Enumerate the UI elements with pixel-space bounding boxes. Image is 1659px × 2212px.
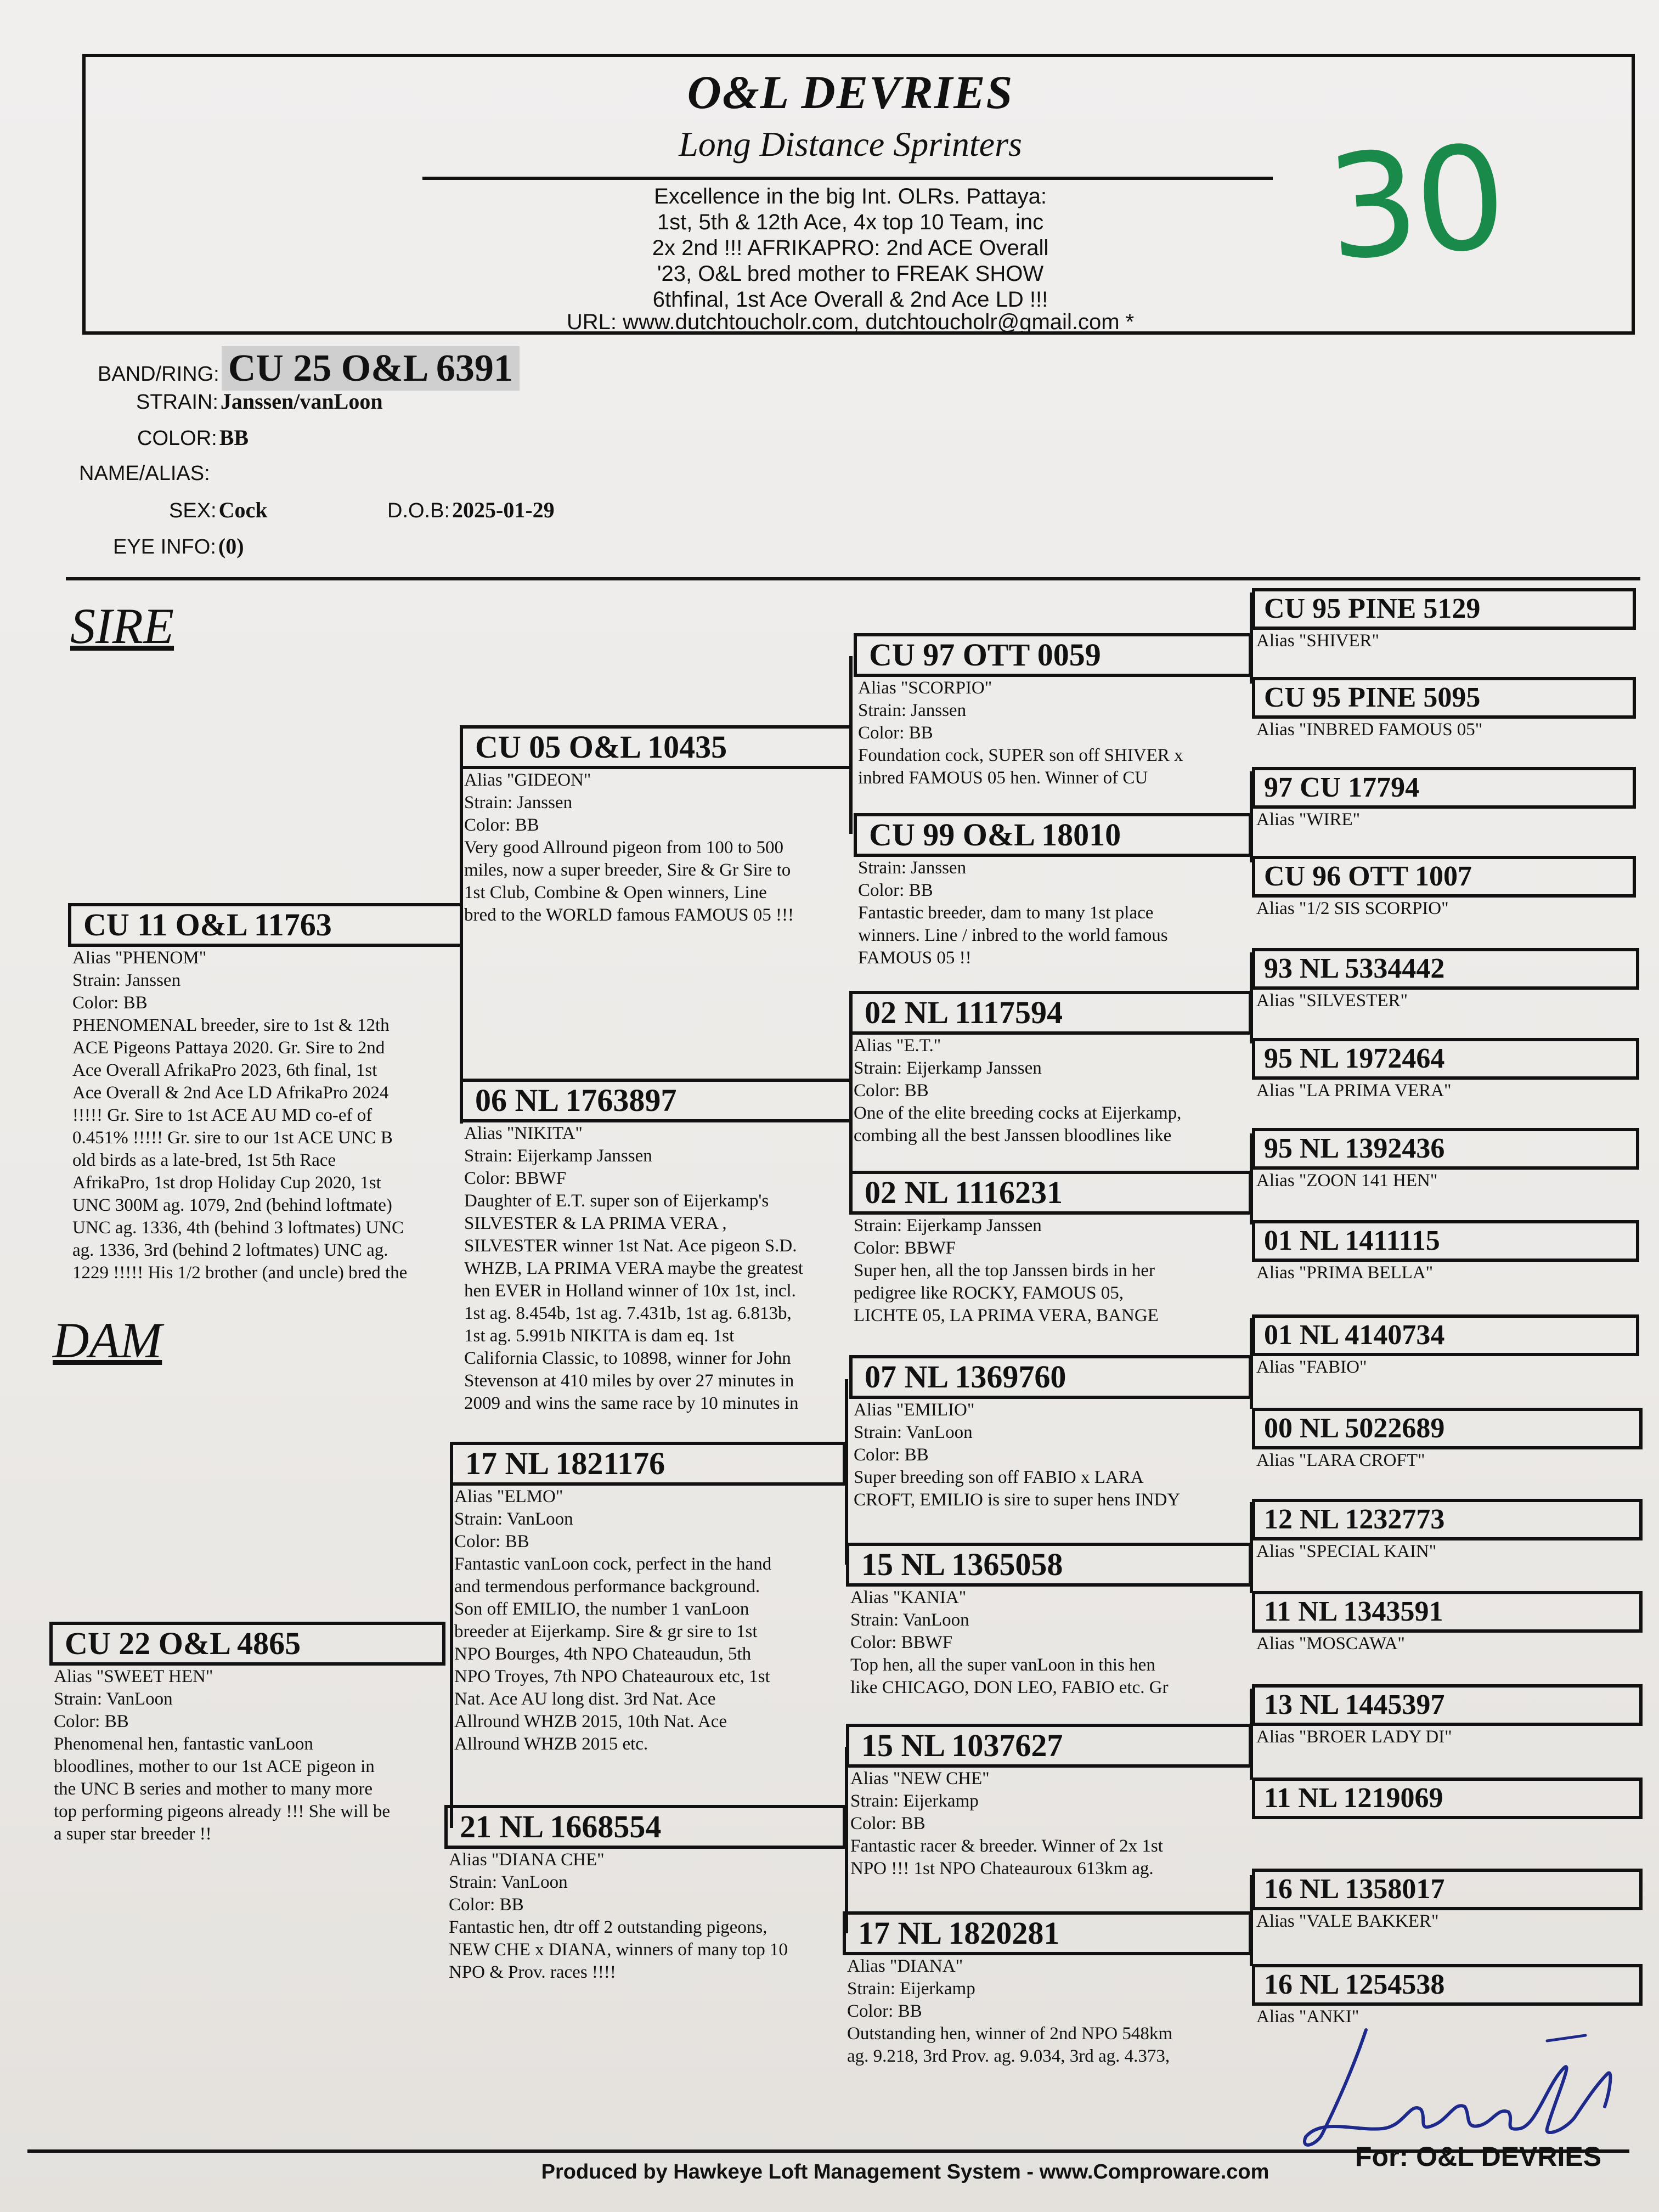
gen4-ring: 95 NL 1972464 (1252, 1038, 1639, 1080)
dam-sire-info: Alias "ELMO" Strain: VanLoon Color: BB Fantastic vanLoon cock, perfect in the hand and termendous performance background. Son off EMILIO, the number 1 vanLoon breeder at Eijerkamp. Sire & gr sire to 1st NPO Bourges, 4th NPO Chateaudun, 5th NPO Troyes, 7th NPO Chateauroux etc, 1st Nat. Ace AU long dist. 3rd Nat. Ace Allround WHZB 2015, 10th Nat. Ace Allround WHZB 2015 etc. (454, 1487, 772, 1754)
produced-by: Produced by Hawkeye Loft Management System - www.Comproware.com (541, 2160, 1269, 2183)
gen4-ring: 11 NL 1343591 (1252, 1591, 1643, 1633)
gen4-info: Alias "FABIO" (1256, 1357, 1367, 1377)
band-label: BAND/RING: (98, 363, 219, 386)
strain-label: STRAIN: (136, 391, 218, 414)
gen4-card-6 (1252, 1038, 1639, 1102)
sex-value: Cock (218, 498, 268, 522)
gen3-ring: CU 97 OTT 0059 (854, 633, 1252, 677)
sire-ring: CU 11 O&L 11763 (68, 903, 463, 947)
dam-ring: CU 22 O&L 4865 (49, 1622, 445, 1666)
dam-info: Alias "SWEET HEN" Strain: VanLoon Color: BB Phenomenal hen, fantastic vanLoon bloodlines, mother to our 1st ACE pigeon in the UNC B series and mother to many more top performing pigeons already !!! She will be a super star breeder !! (54, 1667, 391, 1844)
color-value: BB (219, 425, 249, 450)
band-row (98, 347, 520, 391)
dob-value: 2025-01-29 (452, 498, 555, 522)
achievement-line: 2x 2nd !!! AFRIKAPRO: 2nd ACE Overall (652, 236, 1049, 260)
gen4-info: Alias "LA PRIMA VERA" (1256, 1081, 1452, 1101)
gen4-ring: 12 NL 1232773 (1252, 1499, 1643, 1541)
gen3-ring: 07 NL 1369760 (849, 1355, 1252, 1399)
gen4-info: Alias "MOSCAWA" (1256, 1634, 1405, 1654)
signature (1289, 2019, 1640, 2162)
gen4-card-1 (1252, 588, 1636, 652)
eye-row (113, 533, 244, 559)
gen3-card-4 (849, 1171, 1252, 1327)
gen4-ring: 01 NL 4140734 (1252, 1314, 1639, 1356)
gen4-ring: CU 95 PINE 5129 (1252, 588, 1636, 630)
gen3-ring: 15 NL 1037627 (846, 1724, 1252, 1768)
achievement-line: 1st, 5th & 12th Ace, 4x top 10 Team, inc (657, 210, 1044, 234)
gen4-ring: 16 NL 1358017 (1252, 1869, 1643, 1910)
gen4-info: Alias "SHIVER" (1256, 631, 1380, 651)
gen4-ring: 13 NL 1445397 (1252, 1684, 1643, 1726)
eye-value: (0) (218, 534, 244, 558)
color-label: COLOR: (137, 427, 217, 450)
for-line: For: O&L DEVRIES (1355, 2141, 1602, 2172)
header-rule (422, 177, 1273, 180)
gen3-ring: 15 NL 1365058 (846, 1543, 1252, 1587)
name-label: NAME/ALIAS: (79, 462, 210, 485)
gen3-info: Alias "KANIA" Strain: VanLoon Color: BBWF Top hen, all the super vanLoon in this hen like CHICAGO, DON LEO, FABIO etc. Gr (850, 1588, 1169, 1697)
achievement-line: 6thfinal, 1st Ace Overall & 2nd Ace LD !!! (652, 287, 1048, 312)
gen4-card-11 (1252, 1499, 1643, 1563)
section-divider (66, 577, 1640, 580)
gen4-ring: CU 95 PINE 5095 (1252, 677, 1636, 719)
gen3-ring: CU 99 O&L 18010 (854, 813, 1252, 857)
sire-dam-info: Alias "NIKITA" Strain: Eijerkamp Janssen Color: BBWF Daughter of E.T. super son of Eijerkamp's SILVESTER & LA PRIMA VERA , SILVESTER winner 1st Nat. Ace pigeon S.D. WHZB, LA PRIMA VERA maybe the greatest hen EVER in Holland winner of 10x 1st, incl. 1st ag. 8.454b, 1st ag. 7.431b, 1st ag. 6.813b, 1st ag. 5.991b NIKITA is dam eq. 1st California Classic, to 10898, winner for John Stevenson at 410 miles by over 27 minutes in 2009 and wins the same race by 10 minutes in (464, 1124, 804, 1413)
gen4-ring: 00 NL 5022689 (1252, 1408, 1643, 1449)
gen3-info: Strain: Janssen Color: BB Fantastic breeder, dam to many 1st place winners. Line / inbred to the world famous FAMOUS 05 !! (858, 858, 1168, 968)
loft-title: O&L DEVRIES (687, 66, 1014, 119)
dob-row (387, 497, 555, 523)
sire-dam-ring: 06 NL 1763897 (460, 1079, 853, 1122)
gen4-card-12 (1252, 1591, 1643, 1655)
dam-card (49, 1622, 445, 1846)
gen3-card-5 (849, 1355, 1252, 1511)
gen4-card-5 (1252, 948, 1639, 1012)
sire-card (68, 903, 463, 1284)
gen3-card-3 (849, 991, 1252, 1147)
dam-dam-card (444, 1805, 846, 1984)
achievement-line: '23, O&L bred mother to FREAK SHOW (657, 262, 1044, 286)
gen4-info: Alias "PRIMA BELLA" (1256, 1263, 1434, 1283)
sire-sire-card (460, 725, 853, 927)
gen3-info: Alias "SCORPIO" Strain: Janssen Color: BB Foundation cock, SUPER son off SHIVER x inbred FAMOUS 05 hen. Winner of CU (858, 678, 1183, 788)
gen4-ring: CU 96 OTT 1007 (1252, 856, 1636, 898)
dam-dam-info: Alias "DIANA CHE" Strain: VanLoon Color: BB Fantastic hen, dtr off 2 outstanding pigeons, NEW CHE x DIANA, winners of many top 10 NPO & Prov. races !!!! (449, 1850, 788, 1982)
sex-row (169, 497, 268, 523)
strain-row (136, 388, 383, 414)
gen4-info: Alias "ANKI" (1256, 2007, 1359, 2027)
dam-heading: DAM (53, 1312, 162, 1368)
gen3-info: Alias "DIANA" Strain: Eijerkamp Color: BB Outstanding hen, winner of 2nd NPO 548km ag. 9.218, 3rd Prov. ag. 9.034, 3rd ag. 4.373, (847, 1956, 1173, 2066)
handwritten-number: 30 (1322, 115, 1508, 292)
footer-rule (27, 2149, 1629, 2153)
dam-sire-ring: 17 NL 1821176 (450, 1442, 846, 1486)
gen4-card-13 (1252, 1684, 1643, 1748)
dam-dam-ring: 21 NL 1668554 (444, 1805, 846, 1849)
gen4-ring: 16 NL 1254538 (1252, 1964, 1643, 2006)
gen4-info: Alias "INBRED FAMOUS 05" (1256, 720, 1483, 740)
gen4-card-9 (1252, 1314, 1639, 1379)
band-value: CU 25 O&L 6391 (222, 346, 520, 391)
dam-sire-card (450, 1442, 846, 1756)
gen3-card-6 (846, 1543, 1252, 1699)
gen4-info: Alias "WIRE" (1256, 810, 1361, 830)
contact-url: URL: www.dutchtoucholr.com, dutchtoucholr@gmail.com * (566, 310, 1135, 334)
gen3-ring: 02 NL 1116231 (849, 1171, 1252, 1215)
sire-dam-card (460, 1079, 853, 1415)
gen4-ring: 95 NL 1392436 (1252, 1128, 1639, 1170)
sire-sire-ring: CU 05 O&L 10435 (460, 725, 853, 769)
gen4-card-2 (1252, 677, 1636, 741)
gen4-info: Alias "SILVESTER" (1256, 991, 1408, 1011)
gen3-info: Alias "NEW CHE" Strain: Eijerkamp Color: BB Fantastic racer & breeder. Winner of 2x 1st NPO !!! 1st NPO Chateauroux 613km ag. (850, 1769, 1163, 1878)
gen4-card-4 (1252, 856, 1636, 920)
gen4-info: Alias "1/2 SIS SCORPIO" (1256, 899, 1449, 918)
gen4-card-15 (1252, 1869, 1643, 1933)
gen4-ring: 97 CU 17794 (1252, 767, 1636, 809)
gen4-card-10 (1252, 1408, 1643, 1472)
gen4-card-14 (1252, 1778, 1643, 1819)
gen3-card-7 (846, 1724, 1252, 1880)
sire-info: Alias "PHENOM" Strain: Janssen Color: BB PHENOMENAL breeder, sire to 1st & 12th ACE Pigeons Pattaya 2020. Gr. Sire to 2nd Ace Overall AfrikaPro 2023, 6th final, 1st Ace Overall & 2nd Ace LD AfrikaPro 2024 !!!!! Gr. Sire to 1st ACE AU MD co-ef of 0.451% !!!!! Gr. sire to our 1st ACE UNC B old birds as a late-bred, 1st 5th Race AfrikaPro, 1st drop Holiday Cup 2020, 1st UNC 300M ag. 1079, 2nd (behind loftmate) UNC ag. 1336, 4th (behind 3 loftmates) UNC ag. 1336, 3rd (behind 2 loftmates) UNC ag. 1229 !!!!! His 1/2 brother (and uncle) bred the (72, 948, 408, 1283)
gen3-info: Alias "E.T." Strain: Eijerkamp Janssen Color: BB One of the elite breeding cocks at Eijerkamp, combing all the best Janssen bloodlines like (854, 1036, 1182, 1146)
achievement-line: Excellence in the big Int. OLRs. Pattaya: (654, 184, 1047, 208)
gen4-info: Alias "BROER LADY DI" (1256, 1727, 1452, 1747)
sire-sire-info: Alias "GIDEON" Strain: Janssen Color: BB Very good Allround pigeon from 100 to 500 miles, now a super breeder, Sire & Gr Sire to 1st Club, Combine & Open winners, Line bred to the WORLD famous FAMOUS 05 !!! (464, 770, 794, 925)
gen4-ring: 11 NL 1219069 (1252, 1778, 1643, 1819)
color-row (137, 425, 249, 450)
gen4-info: Alias "LARA CROFT" (1256, 1451, 1425, 1470)
gen4-info: Alias "SPECIAL KAIN" (1256, 1542, 1437, 1561)
gen4-info: Alias "VALE BAKKER" (1256, 1911, 1439, 1931)
header-achievements (494, 184, 1207, 313)
name-row (79, 462, 210, 486)
gen3-card-1 (854, 633, 1252, 789)
gen4-info: Alias "ZOON 141 HEN" (1256, 1171, 1438, 1190)
strain-value: Janssen/vanLoon (220, 389, 383, 414)
dob-label: D.O.B: (387, 499, 450, 522)
gen4-ring: 93 NL 5334442 (1252, 948, 1639, 990)
sire-heading: SIRE (70, 598, 174, 654)
eye-label: EYE INFO: (113, 535, 216, 558)
gen3-card-8 (843, 1911, 1252, 2068)
gen4-card-3 (1252, 767, 1636, 831)
gen3-info: Alias "EMILIO" Strain: VanLoon Color: BB Super breeding son off FABIO x LARA CROFT, EMILIO is sire to super hens INDY (854, 1400, 1181, 1510)
gen4-card-8 (1252, 1220, 1639, 1284)
gen4-ring: 01 NL 1411115 (1252, 1220, 1639, 1262)
gen3-ring: 02 NL 1117594 (849, 991, 1252, 1035)
gen3-card-2 (854, 813, 1252, 969)
gen3-info: Strain: Eijerkamp Janssen Color: BBWF Super hen, all the top Janssen birds in her pedigree like ROCKY, FAMOUS 05, LICHTE 05, LA PRIMA VERA, BANGE (854, 1216, 1159, 1325)
gen3-ring: 17 NL 1820281 (843, 1911, 1252, 1955)
loft-subtitle: Long Distance Sprinters (679, 125, 1022, 163)
gen4-card-7 (1252, 1128, 1639, 1192)
sex-label: SEX: (169, 499, 217, 522)
